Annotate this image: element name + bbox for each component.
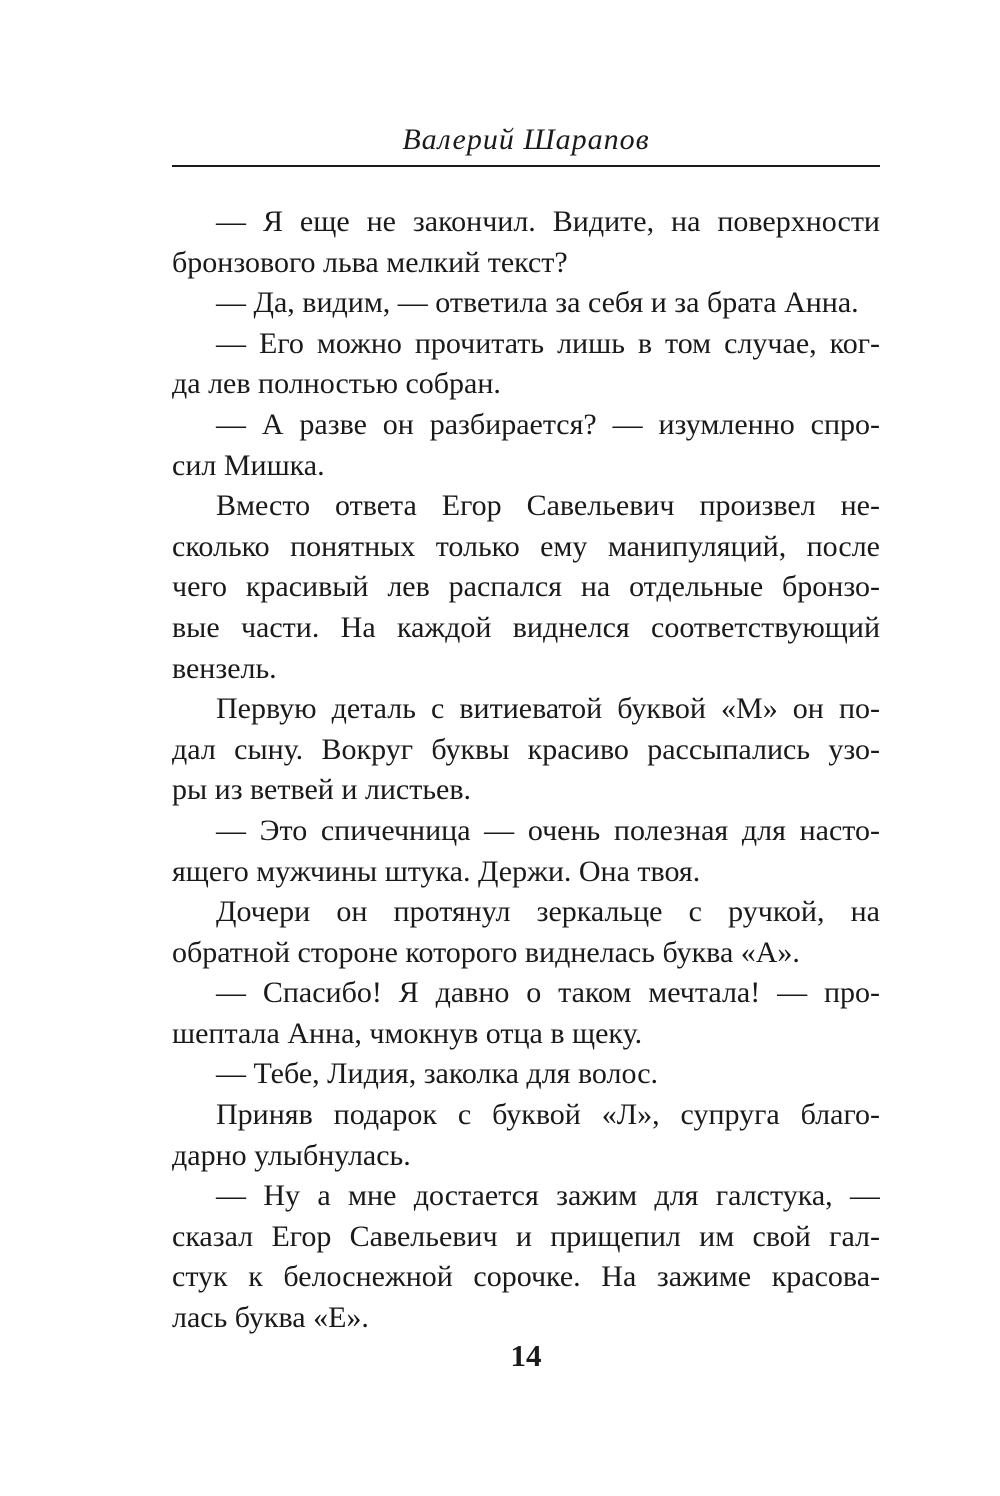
body-text bbox=[172, 202, 880, 1339]
text-line: вензель. bbox=[172, 651, 277, 685]
text-line: ры из ветвей и листьев. bbox=[172, 773, 472, 807]
text-line: — Ну а мне достается зажим для галстука, — bbox=[216, 1179, 880, 1213]
text-line: Дочери он протянул зеркальце с ручкой, на bbox=[216, 895, 880, 929]
text-line: — Тебе, Лидия, заколка для волос. bbox=[216, 1057, 659, 1091]
page-number: 14 bbox=[510, 1338, 542, 1373]
text-line: — Это спичечница — очень полезная для насто- bbox=[216, 813, 880, 847]
header-rule bbox=[172, 165, 880, 167]
text-line: — Его можно прочитать лишь в том случае, ког- bbox=[216, 326, 880, 360]
text-line: лась буква «Е». bbox=[172, 1301, 369, 1335]
text-line: вые части. На каждой виднелся соответствующий bbox=[172, 610, 880, 644]
text-line: — А разве он разбирается? — изумленно спро- bbox=[216, 407, 880, 441]
running-head-author: Валерий Шарапов bbox=[402, 123, 650, 156]
text-line: шептала Анна, чмокнув отца в щеку. bbox=[172, 1016, 643, 1050]
text-line: Вместо ответа Егор Савельевич произвел не- bbox=[216, 489, 880, 523]
text-line: дарно улыбнулась. bbox=[172, 1138, 411, 1172]
text-line: сил Мишка. bbox=[172, 448, 325, 482]
text-line: дал сыну. Вокруг буквы красиво рассыпались узо- bbox=[172, 732, 880, 766]
text-line: — Да, видим, — ответила за себя и за брата Анна. bbox=[216, 286, 859, 320]
text-line: Приняв подарок с буквой «Л», супруга благо- bbox=[216, 1098, 880, 1132]
text-line: ящего мужчины штука. Держи. Она твоя. bbox=[172, 854, 701, 888]
text-line: Первую деталь с витиеватой буквой «М» он по- bbox=[216, 692, 880, 726]
text-line: обратной стороне которого виднелась буква «А». bbox=[172, 935, 800, 969]
text-line: бронзового льва мелкий текст? bbox=[172, 245, 568, 279]
text-line: — Я еще не закончил. Видите, на поверхности bbox=[216, 205, 880, 238]
text-line: — Спасибо! Я давно о таком мечтала! — про- bbox=[216, 976, 880, 1010]
text-line: чего красивый лев распался на отдельные бронзо- bbox=[172, 570, 880, 604]
text-line: сказал Егор Савельевич и прищепил им свой гал- bbox=[172, 1219, 880, 1253]
text-line: стук к белоснежной сорочке. На зажиме красова- bbox=[172, 1260, 880, 1294]
text-line: сколько понятных только ему манипуляций, после bbox=[172, 529, 880, 563]
text-line: да лев полностью собран. bbox=[172, 367, 501, 401]
